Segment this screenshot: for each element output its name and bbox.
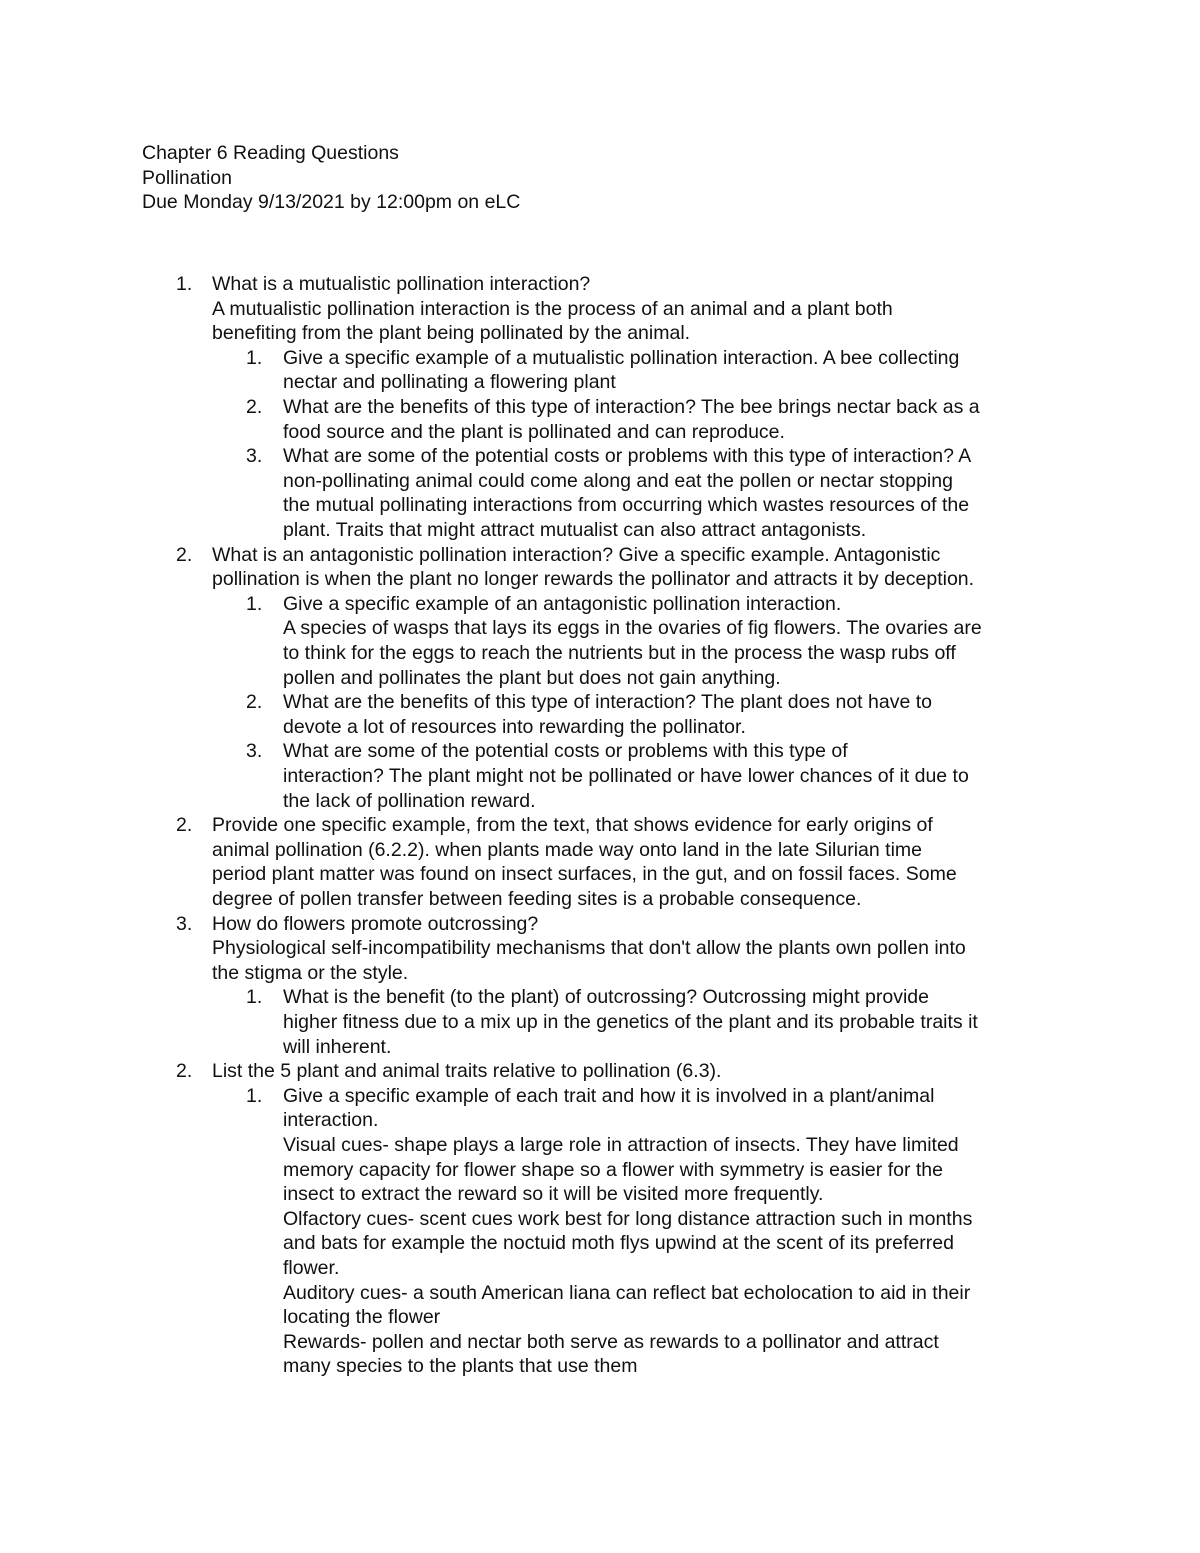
list-item-text-line: pollination is when the plant no longer rewards the pollinator and attracts it by deception. <box>212 568 975 591</box>
list-item-text-line: memory capacity for flower shape so a flower with symmetry is easier for the <box>283 1158 943 1181</box>
list-item-text-line: What is an antagonistic pollination interaction? Give a specific example. Antagonistic <box>212 543 941 566</box>
list-item-number: 3. <box>176 912 193 935</box>
list-item-text-line: the mutual pollinating interactions from occurring which wastes resources of the <box>283 494 970 517</box>
list-item-text-line: to think for the eggs to reach the nutrients but in the process the wasp rubs off <box>283 642 956 664</box>
list-item-text-line: What are some of the potential costs or problems with this type of <box>283 740 848 763</box>
list-item-text-line: locating the flower <box>283 1306 441 1329</box>
list-item-text-line: What are some of the potential costs or problems with this type of interaction? A <box>283 445 972 468</box>
list-item-number: 1. <box>246 592 263 615</box>
list-item-text-line: Physiological self-incompatibility mechanisms that don't allow the plants own pollen into <box>212 937 966 960</box>
list-item-text-line: food source and the plant is pollinated and can reproduce. <box>283 420 785 443</box>
list-item-text-line: many species to the plants that use them <box>283 1355 638 1378</box>
list-item-text-line: the stigma or the style. <box>212 961 409 984</box>
list-item-text-line: What are the benefits of this type of interaction? The bee brings nectar back as a <box>283 396 980 418</box>
list-item-number: 1. <box>246 986 263 1009</box>
list-item-text-line: Rewards- pollen and nectar both serve as rewards to a pollinator and attract <box>283 1330 939 1353</box>
list-item-text-line: and bats for example the noctuid moth flys upwind at the scent of its preferred <box>283 1232 954 1255</box>
list-item-text-line: pollen and pollinates the plant but does not gain anything. <box>283 666 781 689</box>
list-item-text-line: will inherent. <box>283 1035 392 1058</box>
list-item-text-line: Give a specific example of each trait and how it is involved in a plant/animal <box>283 1084 935 1107</box>
list-item-text-line: Give a specific example of a mutualistic pollination interaction. A bee collecting <box>283 346 960 369</box>
list-item-text-line: How do flowers promote outcrossing? <box>212 912 539 935</box>
list-item-text-line: insect to extract the reward so it will be visited more frequently. <box>283 1183 824 1206</box>
list-item-text-line: A species of wasps that lays its eggs in the ovaries of fig flowers. The ovaries are <box>283 617 982 640</box>
list-item-number: 2. <box>176 543 193 566</box>
list-item-text-line: Olfactory cues- scent cues work best for long distance attraction such in months <box>283 1207 973 1230</box>
list-item-text-line: Visual cues- shape plays a large role in attraction of insects. They have limited <box>283 1134 959 1156</box>
list-item-text-line: What are the benefits of this type of interaction? The plant does not have to <box>283 691 932 714</box>
list-item-text-line: benefiting from the plant being pollinated by the animal. <box>212 322 691 345</box>
list-item-text-line: Auditory cues- a south American liana can reflect bat echolocation to aid in their <box>283 1281 971 1304</box>
list-item-text-line: higher fitness due to a mix up in the genetics of the plant and its probable traits it <box>283 1011 978 1033</box>
due-date: Due Monday 9/13/2021 by 12:00pm on eLC <box>142 191 521 214</box>
list-item-text-line: devote a lot of resources into rewarding the pollinator. <box>283 715 746 738</box>
list-item-text-line: degree of pollen transfer between feeding sites is a probable consequence. <box>212 888 862 910</box>
document-title: Chapter 6 Reading Questions <box>142 142 399 164</box>
list-item-text-line: interaction. <box>283 1109 379 1132</box>
list-item-text-line: period plant matter was found on insect surfaces, in the gut, and on fossil faces. Some <box>212 863 957 886</box>
list-item-text-line: non-pollinating animal could come along and eat the pollen or nectar stopping <box>283 469 953 492</box>
list-item-number: 2. <box>176 1060 193 1083</box>
list-item-text-line: What is the benefit (to the plant) of outcrossing? Outcrossing might provide <box>283 986 929 1009</box>
list-item-number: 2. <box>176 814 193 837</box>
list-item-text-line: Provide one specific example, from the text, that shows evidence for early origins of <box>212 814 933 837</box>
list-item-number: 1. <box>246 1084 263 1107</box>
list-item-number: 3. <box>246 740 263 763</box>
list-item-text-line: animal pollination (6.2.2). when plants made way onto land in the late Silurian time <box>212 838 922 861</box>
list-item-text-line: the lack of pollination reward. <box>283 789 536 812</box>
list-item-text-line: Give a specific example of an antagonistic pollination interaction. <box>283 592 842 615</box>
list-item-text-line: What is a mutualistic pollination interaction? <box>212 273 591 295</box>
list-item-text-line: A mutualistic pollination interaction is the process of an animal and a plant both <box>212 297 893 320</box>
list-item-text-line: plant. Traits that might attract mutualist can also attract antagonists. <box>283 519 867 541</box>
list-item-number: 2. <box>246 396 263 418</box>
list-item-text-line: interaction? The plant might not be pollinated or have lower chances of it due to <box>283 765 969 787</box>
document-header <box>142 141 520 215</box>
list-item-number: 3. <box>246 445 263 468</box>
list-item-text-line: nectar and pollinating a flowering plant <box>283 371 616 394</box>
list-item-text-line: List the 5 plant and animal traits relative to pollination (6.3). <box>212 1060 722 1083</box>
list-item-number: 1. <box>176 273 193 295</box>
document-subtitle: Pollination <box>142 166 232 189</box>
list-item-text-line: flower. <box>283 1257 340 1279</box>
list-item-number: 2. <box>246 691 263 714</box>
list-item-number: 1. <box>246 346 263 369</box>
